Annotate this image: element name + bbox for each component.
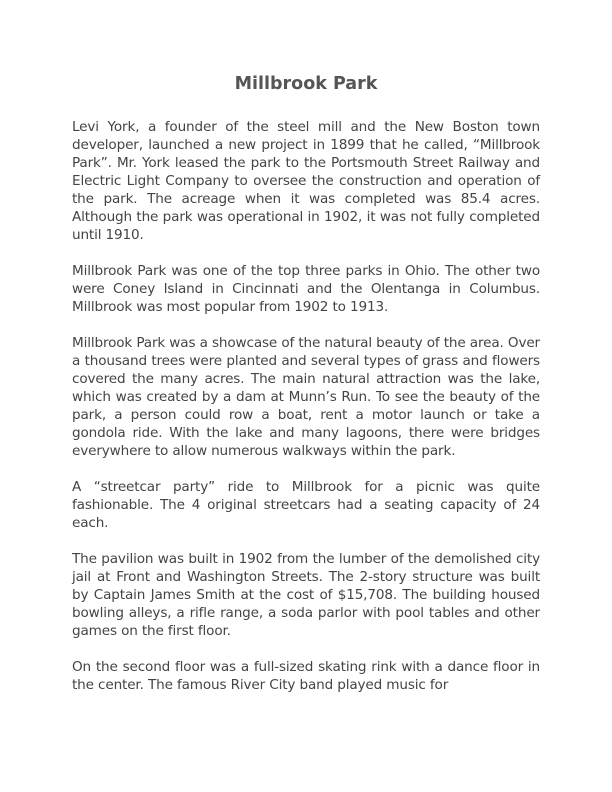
paragraph-3: Millbrook Park was a showcase of the natural beauty of the area. Over a thousand trees were planted and several types of grass and flowers covered the many acres. The main natural attraction was the lake, which was created by a dam at Munn’s Run. To see the beauty of the park, a person could row a boat, rent a motor launch or take a gondola ride. With the lake and many lagoons, there were bridges everywhere to allow numerous walkways within the park. xyxy=(72,335,540,459)
paragraph-1: Levi York, a founder of the steel mill and the New Boston town developer, launched a new project in 1899 that he called, “Millbrook Park”. Mr. York leased the park to the Portsmouth Street Railway and Electric Light Company to oversee the construction and operation of the park. The acreage when it was completed was 85.4 acres. Although the park was operational in 1902, it was not fully completed until 1910. xyxy=(72,119,540,243)
document-body xyxy=(72,118,540,712)
paragraph-6: On the second floor was a full-sized skating rink with a dance floor in the center. The famous River City band played music for xyxy=(72,659,540,693)
page-title: Millbrook Park xyxy=(234,74,378,94)
paragraph-5: The pavilion was built in 1902 from the lumber of the demolished city jail at Front and Washington Streets. The 2-story structure was built by Captain James Smith at the cost of $15,708. The building housed bowling alleys, a rifle range, a soda parlor with pool tables and other games on the first floor. xyxy=(72,551,540,639)
paragraph-4: A “streetcar party” ride to Millbrook for a picnic was quite fashionable. The 4 original streetcars had a seating capacity of 24 each. xyxy=(72,479,540,531)
paragraph-2: Millbrook Park was one of the top three parks in Ohio. The other two were Coney Island in Cincinnati and the Olentanga in Columbus. Millbrook was most popular from 1902 to 1913. xyxy=(72,263,540,315)
